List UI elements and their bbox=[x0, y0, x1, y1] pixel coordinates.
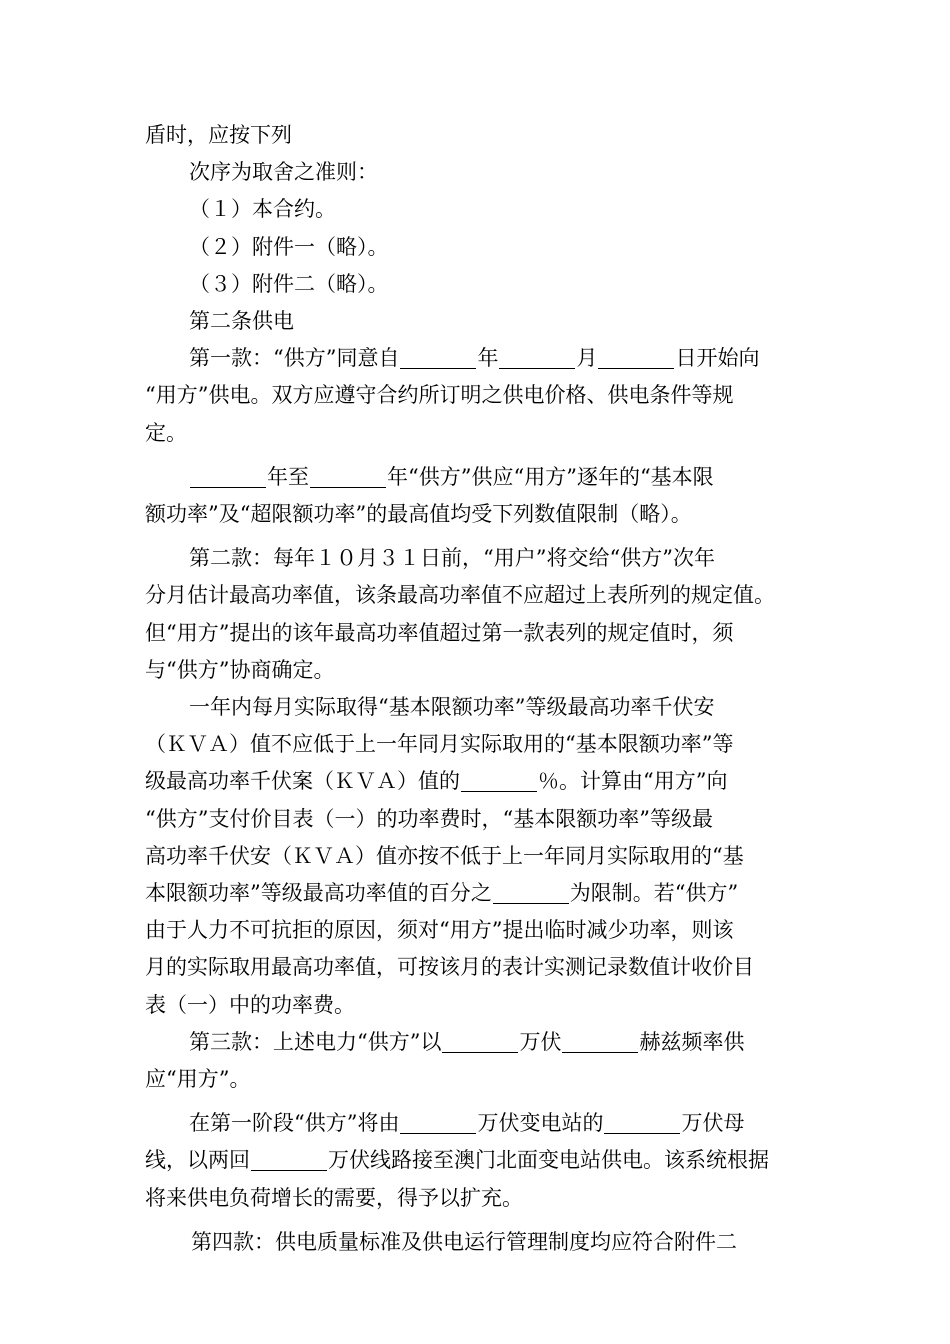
clause-line bbox=[145, 1024, 815, 1061]
fill-blank-year bbox=[400, 347, 476, 369]
text-segment: 年 bbox=[477, 346, 499, 371]
text-line: “供方”支付价目表（一）的功率费时，“基本限额功率”等级最 bbox=[145, 806, 713, 831]
clause-line: 第二款：每年１０月３１日前，“用户”将交给“供方”次年 bbox=[189, 546, 715, 571]
fill-blank-percentage bbox=[493, 882, 569, 904]
text-line bbox=[145, 875, 815, 912]
text-segment: 本限额功率”等级最高功率值的百分之 bbox=[145, 881, 492, 906]
text-line bbox=[145, 1105, 815, 1142]
text-segment: 在第一阶段“供方”将由 bbox=[189, 1111, 400, 1136]
clause-line bbox=[145, 459, 815, 496]
text-line: 与“供方”协商确定。 bbox=[145, 657, 335, 682]
text-line: 应“用方”。 bbox=[145, 1067, 251, 1092]
text-line: 高功率千伏安（ＫＶＡ）值亦按不低于上一年同月实际取用的“基 bbox=[145, 843, 744, 868]
text-line: （ＫＶＡ）值不应低于上一年同月实际取用的“基本限额功率”等 bbox=[145, 732, 734, 757]
text-line: 额功率”及“超限额功率”的最高值均受下列数值限制（略）。 bbox=[145, 502, 692, 527]
text-segment: 线，以两回 bbox=[145, 1148, 250, 1173]
text-line: 但“用方”提出的该年最高功率值超过第一款表列的规定值时，须 bbox=[145, 620, 734, 645]
text-segment: 第三款：上述电力“供方”以 bbox=[189, 1029, 442, 1054]
text-segment: 月 bbox=[576, 346, 598, 371]
text-line: 由于人力不可抗拒的原因，须对“用方”提出临时减少功率，则该 bbox=[145, 918, 734, 943]
text-segment: 为限制。若“供方” bbox=[569, 881, 739, 906]
text-line: 将来供电负荷增长的需要，得予以扩充。 bbox=[145, 1185, 523, 1210]
contract-body-text bbox=[145, 117, 815, 1261]
text-line: 盾时，应按下列 bbox=[145, 123, 292, 147]
list-item: （３）附件二（略）。 bbox=[189, 271, 389, 296]
text-segment: 年至 bbox=[267, 464, 309, 489]
fill-blank-start-year bbox=[190, 466, 266, 488]
fill-blank-busbar-voltage bbox=[604, 1112, 680, 1134]
fill-blank-line-voltage bbox=[251, 1149, 327, 1171]
clause-line bbox=[145, 340, 815, 377]
text-segment: 万伏母 bbox=[681, 1111, 745, 1136]
text-segment: 赫兹频率供 bbox=[639, 1029, 745, 1054]
text-segment: 第一款：“供方”同意自 bbox=[189, 346, 400, 371]
text-segment: 日开始向 bbox=[675, 346, 760, 371]
fill-blank-day bbox=[598, 347, 674, 369]
fill-blank-frequency bbox=[562, 1031, 638, 1053]
text-segment: 万伏线路接至澳门北面变电站供电。该系统根据 bbox=[328, 1148, 769, 1173]
fill-blank-substation-voltage bbox=[400, 1112, 476, 1134]
text-line: 次序为取舍之准则： bbox=[189, 160, 378, 185]
list-item: （２）附件一（略）。 bbox=[189, 234, 389, 259]
text-line: 分月估计最高功率值，该条最高功率值不应超过上表所列的规定值。 bbox=[145, 583, 775, 608]
fill-blank-end-year bbox=[310, 466, 386, 488]
section-heading: 第二条供电 bbox=[189, 309, 294, 334]
fill-blank-month bbox=[499, 347, 575, 369]
text-line bbox=[145, 763, 815, 800]
text-segment: 年“供方”供应“用方”逐年的“基本限 bbox=[387, 464, 714, 489]
text-segment: ％。计算由“用方”向 bbox=[538, 769, 728, 794]
text-segment: 万伏 bbox=[519, 1029, 562, 1054]
text-line: 一年内每月实际取得“基本限额功率”等级最高功率千伏安 bbox=[189, 695, 715, 720]
text-line: 定。 bbox=[145, 420, 187, 445]
clause-line: 第四款：供电质量标准及供电运行管理制度均应符合附件二 bbox=[191, 1229, 737, 1254]
text-line bbox=[145, 1142, 815, 1179]
text-line: “用方”供电。双方应遵守合约所订明之供电价格、供电条件等规 bbox=[145, 383, 734, 408]
fill-blank-voltage bbox=[442, 1031, 518, 1053]
text-line: 月的实际取用最高功率值，可按该月的表计实测记录数值计收价目 bbox=[145, 955, 754, 980]
text-line: 表（一）中的功率费。 bbox=[145, 992, 355, 1017]
fill-blank-percent bbox=[461, 770, 537, 792]
text-segment: 万伏变电站的 bbox=[477, 1111, 604, 1136]
text-segment: 级最高功率千伏案（ＫＶＡ）值的 bbox=[145, 769, 460, 794]
list-item: （１）本合约。 bbox=[189, 197, 336, 222]
